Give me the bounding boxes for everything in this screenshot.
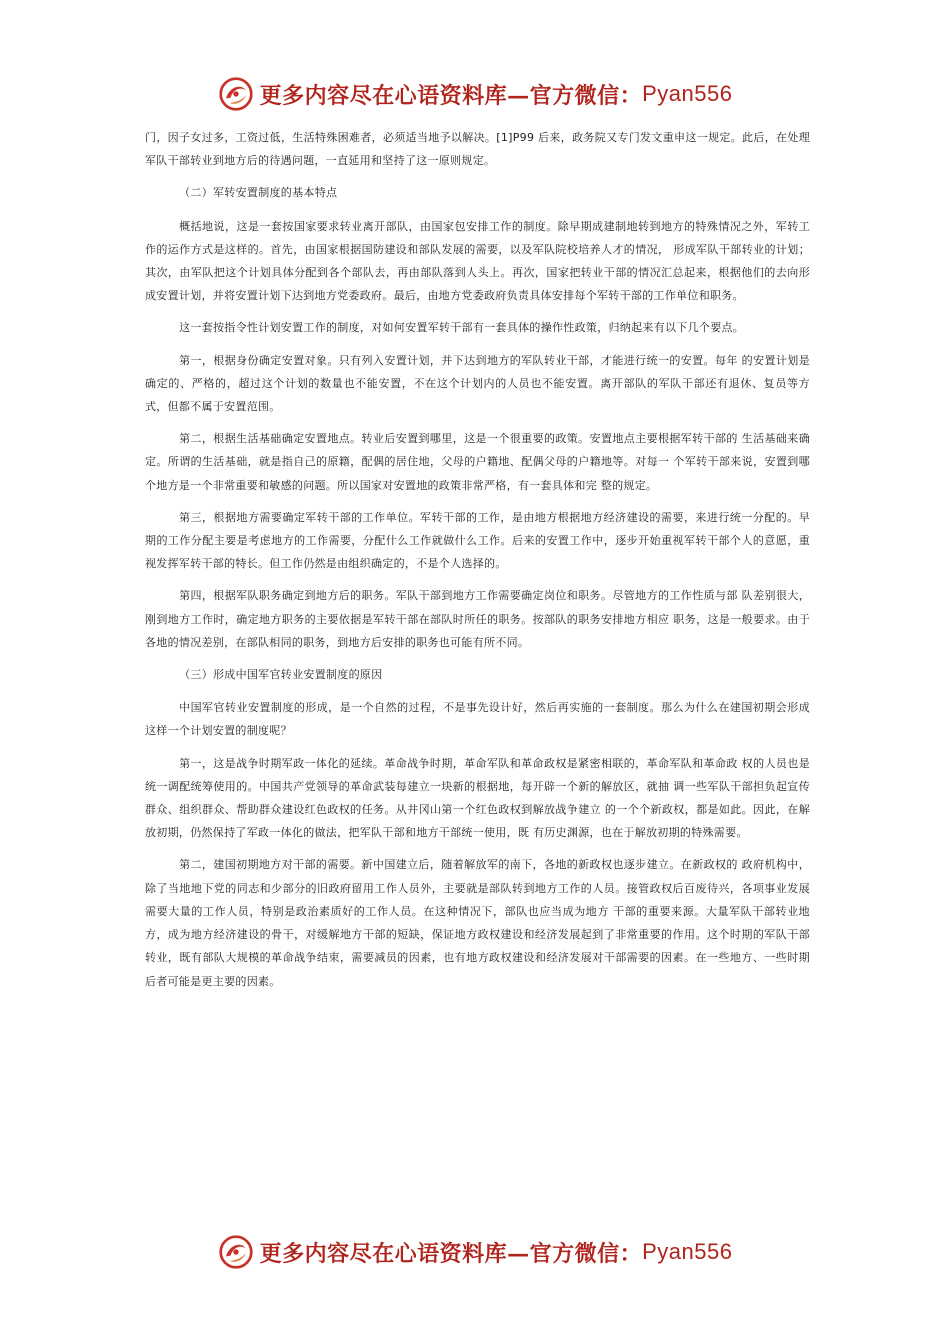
document-body	[145, 126, 810, 1002]
banner-text: 更多内容尽在心语资料库—官方微信：	[259, 1240, 643, 1267]
banner-wechat-id: Pyan556	[642, 81, 733, 106]
paragraph: 中国军官转业安置制度的形成，是一个自然的过程，不是事先设计好，然后再实施的一套制度。那么为什么在建国初期会形成这样一个计划安置的制度呢？	[145, 701, 810, 738]
paragraph: 这一套按指令性计划安置工作的制度，对如何安置军转干部有一套具体的操作性政策，归纳起来有以下几个要点。	[179, 321, 745, 335]
swirl-logo-icon	[218, 76, 254, 112]
paragraph: 第二，根据生活基础确定安置地点。转业后安置到哪里，这是一个很重要的政策。安置地点主要根据军转干部的 生活基础来确定。所谓的生活基础，就是指自己的原籍，配偶的居住地，父母的户籍地、配偶父母的户籍地等。对每一 个军转干部来说，安置到哪个地方是一个非常重要和敏感的问题。所以国家对安置地的政策非常严格，有一套具体和完 整的规定。	[145, 432, 810, 492]
swirl-logo-icon	[218, 1234, 254, 1270]
section-heading: （三）形成中国军官转业安置制度的原因	[179, 668, 383, 682]
paragraph-continued: 门，因子女过多，工资过低，生活特殊困难者，必须适当地予以解决。[1]P99 后来，政务院又专门发文重申这一规定。此后，在处理军队干部转业到地方后的待遇问题，一直延用和坚持了这一原则规定。	[145, 131, 810, 168]
banner-wechat-id: Pyan556	[642, 1239, 733, 1264]
paragraph: 第一，根据身份确定安置对象。只有列入安置计划，并下达到地方的军队转业干部，才能进行统一的安置。每年 的安置计划是确定的、严格的，超过这个计划的数量也不能安置，不在这个计划内的人员也不能安置。离开部队的军队干部还有退休、复员等方式，但都不属于安置范围。	[145, 353, 810, 414]
paragraph: 第一，这是战争时期军政一体化的延续。革命战争时期，革命军队和革命政权是紧密相联的，革命军队和革命政 权的人员也是统一调配统筹使用的。中国共产党领导的革命武装每建立一块新的根据地，每开辟一个新的解放区，就抽 调一些军队干部担负起宣传群众、组织群众、帮助群众建设红色政权的任务。从井冈山第一个红色政权到解放战争建立 的一个个新政权，都是如此。因此，在解放初期，仍然保持了军政一体化的做法，把军队干部和地方干部统一使用，既 有历史渊源，也在于解放初期的特殊需要。	[145, 756, 810, 840]
paragraph: 第二，建国初期地方对干部的需要。新中国建立后，随着解放军的南下，各地的新政权也逐步建立。在新政权的 政府机构中，除了当地地下党的同志和少部分的旧政府留用工作人员外，主要就是部队转到地方工作的人员。接管政权后百废待兴，各项事业发展需要大量的工作人员，特别是政治素质好的工作人员。在这种情况下，部队也应当成为地方 干部的重要来源。大量军队干部转业地方，成为地方经济建设的骨干，对缓解地方干部的短缺，保证地方政权建设和经济发展起到了非常重要的作用。这个时期的军队干部转业，既有部队大规模的革命战争结束，需要减员的因素，也有地方政权建设和经济发展对干部需要的因素。在一些地方、一些时期后者可能是更主要的因素。	[145, 858, 810, 988]
paragraph: 第三，根据地方需要确定军转干部的工作单位。军转干部的工作，是由地方根据地方经济建设的需要，来进行统一分配的。早期的工作分配主要是考虑地方的工作需要，分配什么工作就做什么工作。后来的安置工作中，逐步开始重视军转干部个人的意愿，重视发挥军转干部的特长。但工作仍然是由组织确定的，不是个人选择的。	[145, 510, 810, 571]
paragraph: 概括地说，这是一套按国家要求转业离开部队，由国家包安排工作的制度。除早期成建制地转到地方的特殊情况之外，军转工作的运作方式是这样的。首先，由国家根据国防建设和部队发展的需要，以及军队院校培养人才的情况， 形成军队干部转业的计划；其次，由军队把这个计划具体分配到各个部队去，再由部队落到人头上。再次，国家把转业干部的情况汇总起来，根据他们的去向形成安置计划，并将安置计划下达到地方党委政府。最后，由地方党委政府负责具体安排每个军转干部的工作单位和职务。	[145, 219, 810, 303]
paragraph: 第四，根据军队职务确定到地方后的职务。军队干部到地方工作需要确定岗位和职务。尽管地方的工作性质与部 队差别很大，刚到地方工作时，确定地方职务的主要依据是军转干部在部队时所任的职务。按部队的职务安排地方相应 职务，这是一般要求。由于各地的情况差别，在部队相同的职务，到地方后安排的职务也可能有所不同。	[145, 589, 810, 649]
section-heading: （二）军转安置制度的基本特点	[179, 186, 338, 200]
header-banner	[0, 70, 950, 118]
banner-text: 更多内容尽在心语资料库—官方微信：	[259, 82, 643, 109]
footer-banner	[0, 1228, 950, 1276]
